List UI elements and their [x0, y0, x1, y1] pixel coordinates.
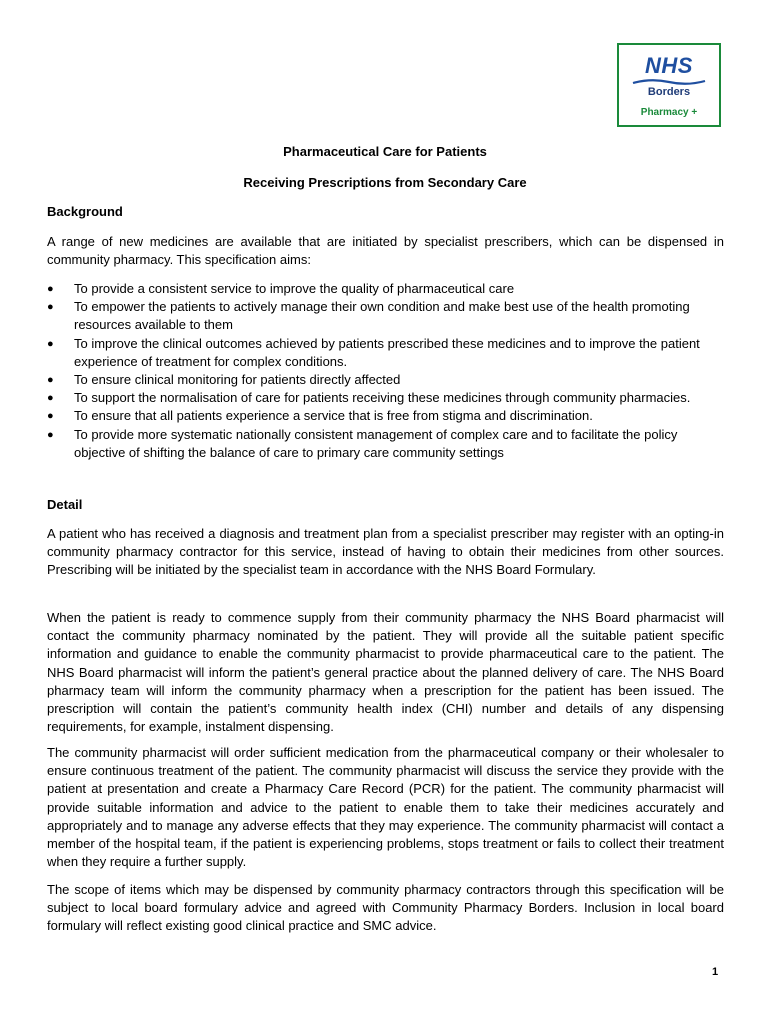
detail-paragraph-2: When the patient is ready to commence supply from their community pharmacy the NHS Board pharmacist will contact the community pharmacy nominated by the patient. They will provide all the suitable patient specific information and guidance to enable the community pharmacist to provide pharmaceutical care to the patient. The NHS Board pharmacist will inform the patient’s general practice about the planned delivery of care. The NHS Board pharmacy team will inform the community pharmacy when a prescription for the patient has been issued. The prescription will contain the patient’s community health index (CHI) number and details of any dispensing requirements, for example, instalment dispensing.	[47, 610, 724, 735]
bullet-icon: ●	[47, 374, 54, 387]
bullet-icon: ●	[47, 301, 54, 314]
detail-paragraph-4: The scope of items which may be dispensed by community pharmacy contractors through this specification will be subject to local board formulary advice and agreed with Community Pharmacy Borders. Inclusion in local board formulary will reflect existing good clinical practice and SMC advice.	[47, 882, 724, 934]
background-heading: Background	[47, 204, 123, 219]
bullet-icon: ●	[47, 392, 54, 405]
bullet-icon: ●	[47, 410, 54, 423]
page-number: 1	[712, 966, 719, 978]
detail-heading: Detail	[47, 497, 83, 512]
detail-paragraph-3: The community pharmacist will order sufficient medication from the pharmaceutical company or their wholesaler to ensure continuous treatment of the patient. The community pharmacist will discuss the service they provide with the patient at presentation and create a Pharmacy Care Record (PCR) for the patient. The community pharmacist will provide suitable information and advice to the patient to enable them to take their medicines accurately and appropriately and to manage any adverse effects that they may experience. The community pharmacist will contact a member of the hospital team, if the patient is experiencing problems, stops treatment or fails to collect their treatment when they require a further supply.	[47, 745, 724, 870]
logo-pharmacy-text: Pharmacy +	[640, 107, 698, 118]
page-subtitle: Receiving Prescriptions from Secondary Care	[243, 175, 527, 190]
page-title: Pharmaceutical Care for Patients	[283, 144, 487, 159]
logo-wave-icon	[631, 78, 707, 86]
list-item: ● To ensure that all patients experience a service that is free from stigma and discrimination.	[47, 407, 724, 425]
list-item: ● To support the normalisation of care for patients receiving these medicines through community pharmacies.	[47, 389, 724, 407]
logo-nhs-text: NHS	[645, 53, 693, 78]
list-item: ● To provide a consistent service to improve the quality of pharmaceutical care	[47, 280, 724, 298]
bullet-icon: ●	[47, 337, 54, 350]
logo-borders-text: Borders	[647, 86, 691, 98]
bullet-icon: ●	[47, 283, 54, 295]
background-intro: A range of new medicines are available that are initiated by specialist prescribers, which can be dispensed in community pharmacy. This specification aims:	[47, 234, 724, 268]
list-item: ● To provide more systematic nationally consistent management of complex care and to facilitate the policy objective of shifting the balance of care to primary care community settings	[47, 426, 678, 460]
detail-paragraph-1: A patient who has received a diagnosis and treatment plan from a specialist prescriber may register with an opting-in community pharmacy contractor for this service, instead of having to obtain their medicines from other sources. Prescribing will be initiated by the specialist team in accordance with the NHS Board Formulary.	[47, 526, 724, 578]
bullet-icon: ●	[47, 428, 54, 441]
aims-list	[47, 280, 724, 462]
nhs-borders-logo	[617, 43, 721, 127]
list-item: ● To ensure clinical monitoring for patients directly affected	[47, 371, 724, 389]
list-item: ● To empower the patients to actively manage their own condition and make best use of the health promoting resources available to them	[47, 299, 690, 333]
list-item: ● To improve the clinical outcomes achieved by patients prescribed these medicines and to improve the patient experience of treatment for complex conditions.	[47, 335, 700, 369]
